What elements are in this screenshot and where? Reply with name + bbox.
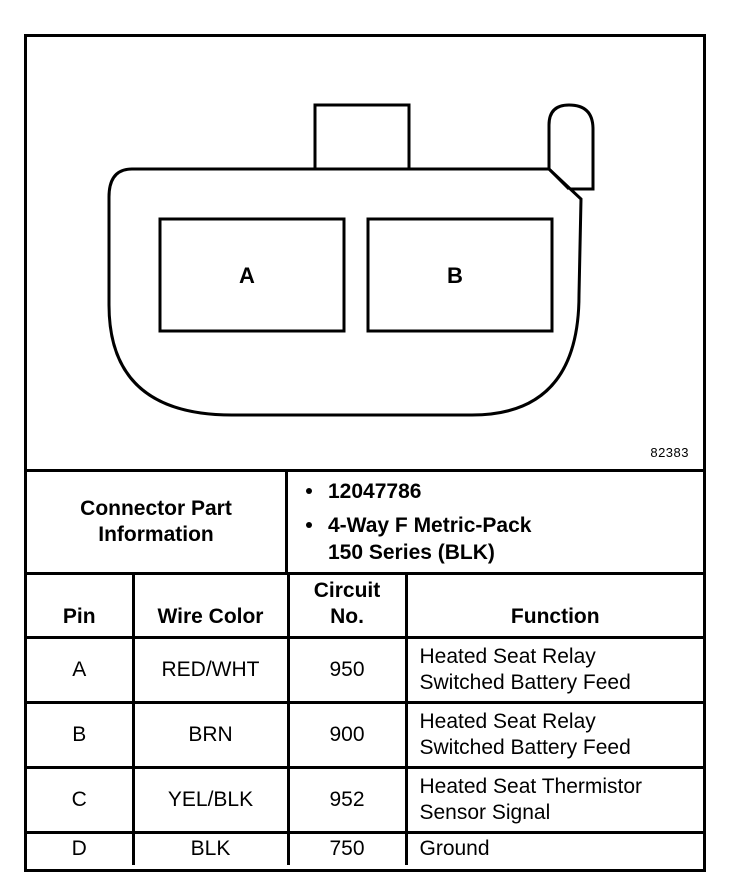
table-row [27,638,703,703]
connector-part-info-row [27,469,703,572]
connector-diagram [27,37,703,469]
circuit-cell: 950 [288,638,406,703]
info-heading-line1: Connector Part [80,497,232,520]
connector-top-tab [315,105,409,169]
header-pin: Pin [27,574,133,638]
function-cell [406,703,703,768]
wire-color-cell: YEL/BLK [133,768,288,833]
connector-face-drawing [27,37,703,469]
connector-latch-line [549,169,569,189]
wire-color-cell: BRN [133,703,288,768]
circuit-cell: 750 [288,833,406,865]
function-line2: Switched Battery Feed [419,671,631,694]
function-line1: Heated Seat Relay [419,645,596,668]
pinout-header-row [27,574,703,638]
function-line1: Heated Seat Thermistor [419,775,643,798]
function-line2: Sensor Signal [419,801,551,824]
header-wire-color: Wire Color [133,574,288,638]
function-cell [406,768,703,833]
pin-cell: C [27,768,133,833]
function-line2: Switched Battery Feed [419,736,631,759]
cavity-b-label: B [447,263,463,288]
wire-color-cell: RED/WHT [133,638,288,703]
table-row [27,703,703,768]
figure-id: 82383 [650,445,689,460]
part-number: 12047786 [328,480,422,503]
function-line1: Heated Seat Relay [419,710,596,733]
part-number-item [328,478,703,505]
pin-cell: A [27,638,133,703]
connector-part-info-heading [27,472,288,572]
table-row [27,833,703,865]
pin-cell: D [27,833,133,865]
description-line1: 4-Way F Metric-Pack [328,514,532,537]
circuit-cell: 952 [288,768,406,833]
connector-sheet [24,34,706,872]
info-heading-line2: Information [98,523,214,546]
connector-description-item [328,512,703,566]
description-line2: 150 Series (BLK) [328,541,495,564]
header-circuit [288,574,406,638]
pin-cell: B [27,703,133,768]
pinout-table [27,572,703,865]
circuit-cell: 900 [288,703,406,768]
table-row [27,768,703,833]
function-cell [406,833,703,865]
connector-part-info-details [288,472,703,572]
header-circuit-line2: No. [330,605,364,628]
wire-color-cell: BLK [133,833,288,865]
function-cell [406,638,703,703]
header-function: Function [406,574,703,638]
header-circuit-line1: Circuit [313,579,381,602]
cavity-a-label: A [239,263,255,288]
function-line1: Ground [419,837,490,861]
